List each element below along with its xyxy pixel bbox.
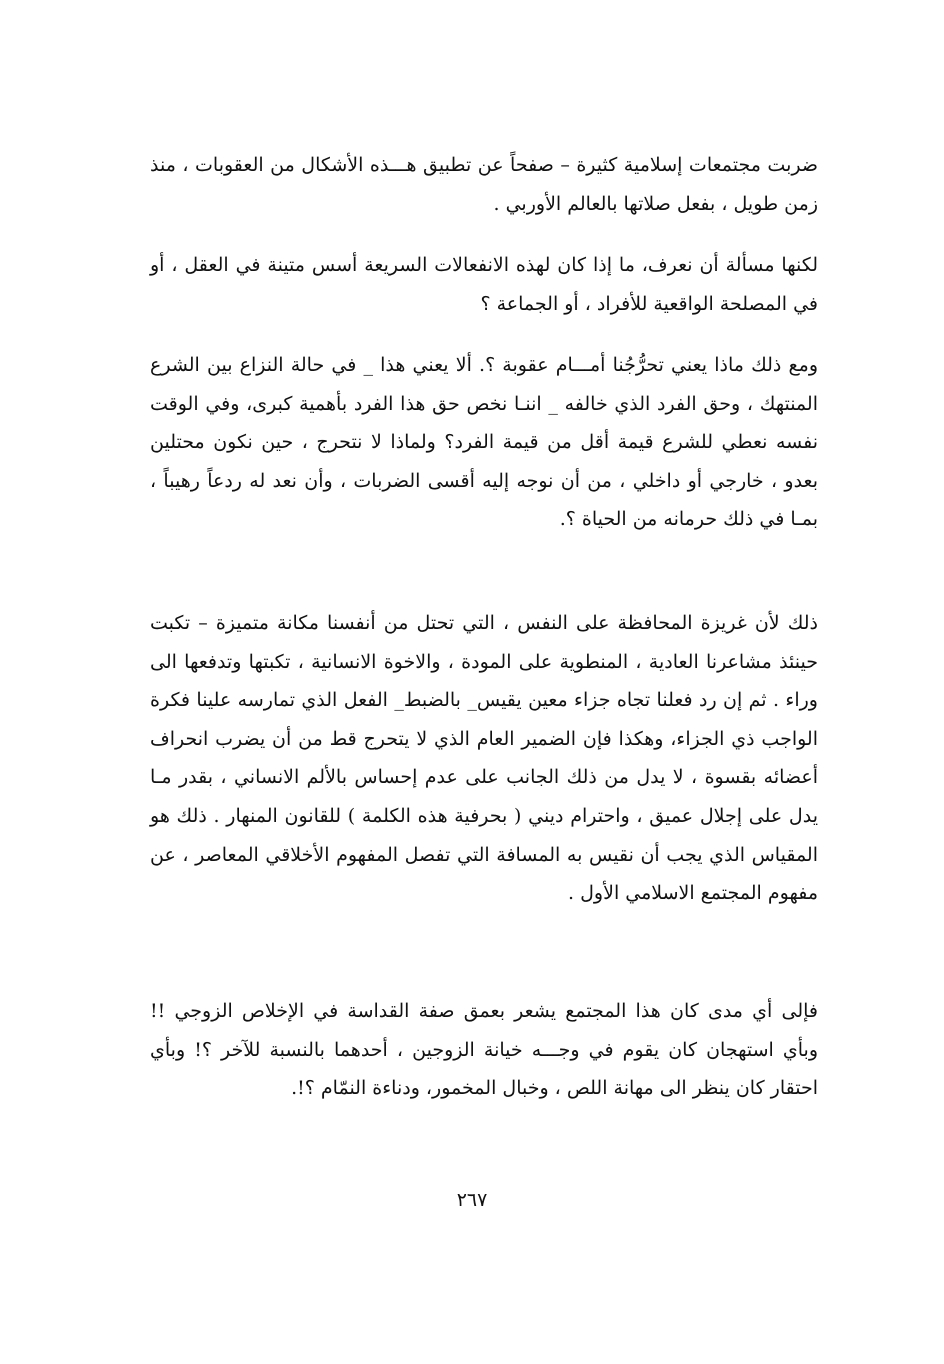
paragraph-2-text: لكنها مسألة أن نعرف، ما إذا كان لهذه الانفعالات السريعة أسس متينة في العقل ، أو في المصلحة الواقعية للأفراد ، أو الجماعة ؟ [150,254,818,315]
paragraph-4 [150,604,818,913]
page-number: ٢٦٧ [456,1189,488,1211]
paragraph-4-text: ذلك لأن غريزة المحافظة على النفس ، التي تحتل من أنفسنا مكانة متميزة – تكبت حينئذ مشاعرنا العادية ، المنطوية على المودة ، والاخوة الانسانية ، تكبتها وتدفعها الى وراء . ثم إن رد فعلنا تجاه جزاء معين يقيس_ بالضبط_ الفعل الذي تمارسه علينا فكرة الواجب ذي الجزاء، وهكذا فإن الضمير العام الذي لا يتحرج قط من أن يضرب انحراف أعضائه بقسوة ، لا يدل من ذلك الجانب على عدم إحساس بالألم الانساني ، بقدر مـا يدل على إجلال عميق ، واحترام ديني ( بحرفية هذه الكلمة ) للقانون المنهار . ذلك هو المقياس الذي يجب أن نقيس به المسافة التي تفصل المفهوم الأخلاقي المعاصر ، عن مفهوم المجتمع الاسلامي الأول . [150,612,818,905]
paragraph-5-text: فإلى أي مدى كان هذا المجتمع يشعر بعمق صفة القداسة في الإخلاص الزوجي !! وبأي استهجان كان يقوم في وجـــه خيانة الزوجين ، أحدهما بالنسبة للآخر ؟! وبأي احتقار كان ينظر الى مهانة اللص ، وخبال المخمور، ودناءة النمّام ؟!. [150,1000,818,1100]
paragraph-1-text: ضربت مجتمعات إسلامية كثيرة – صفحاً عن تطبيق هـــذه الأشكال من العقوبات ، منذ زمن طويل ، بفعل صلاتها بالعالم الأوربي . [150,154,818,215]
paragraph-5 [150,992,818,1108]
paragraph-1 [150,146,818,223]
paragraph-2 [150,246,818,323]
paragraph-3 [150,346,818,539]
paragraph-3-text: ومع ذلك ماذا يعني تحرُّجُنا أمـــام عقوبة ؟. ألا يعني هذا _ في حالة النزاع بين الشرع المنتهك ، وحق الفرد الذي خالفه _ اننـا نخص حق هذا الفرد بأهمية كبرى، وفي الوقت نفسه نعطي للشرع قيمة أقل من قيمة الفرد؟ ولماذا لا نتحرج ، حين نكون محتلين بعدو ، خارجي أو داخلي ، من أن نوجه إليه أقسى الضربات ، وأن نعد له ردعاً رهيباً ، بمـا في ذلك حرمانه من الحياة ؟. [150,354,818,531]
